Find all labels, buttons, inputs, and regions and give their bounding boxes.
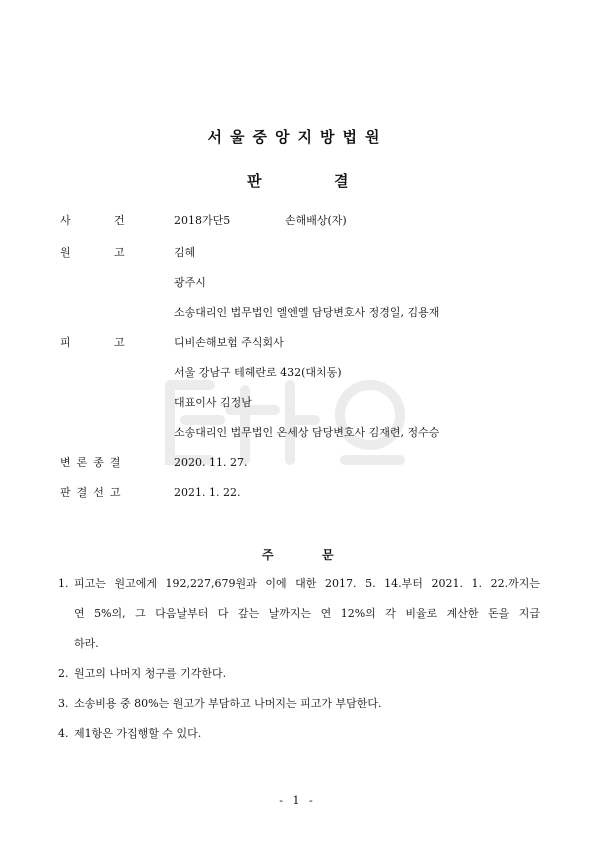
hearing-label: 변론종결 (60, 456, 127, 469)
case-label-1: 사 (60, 214, 71, 227)
plaintiff-label-2: 고 (114, 246, 125, 259)
order-item-text: 제1항은 가집행할 수 있다. (74, 727, 202, 740)
doc-type-left: 판 (247, 172, 262, 190)
plaintiff-counsel: 소송대리인 법무법인 엘엔엘 담당변호사 정경일, 김용재 (174, 306, 440, 319)
judgment-label: 판결선고 (60, 486, 127, 499)
order-item-number: 1. (58, 577, 69, 590)
page-number: - 1 - (279, 794, 316, 807)
doc-type-right: 결 (334, 172, 349, 190)
case-number: 2018가단5 (174, 214, 231, 227)
order-title-right: 문 (322, 548, 334, 562)
defendant-counsel: 소송대리인 법무법인 온세상 담당변호사 김재련, 정수승 (174, 426, 440, 439)
case-name: 손해배상(자) (285, 214, 347, 227)
order-item-number: 3. (58, 697, 69, 710)
order-item-1-end: 하라. (74, 637, 99, 650)
defendant-address: 서울 강남구 테헤란로 432(대치동) (174, 366, 342, 379)
order-item-text: 원고의 나머지 청구를 기각한다. (74, 667, 227, 680)
plaintiff-address: 광주시 (174, 276, 206, 289)
order-item-1-continued: 연 5%의, 그 다음날부터 다 갚는 날까지는 연 12%의 각 비율로 계산한 돈을 지급 (74, 607, 540, 620)
defendant-label-1: 피 (60, 336, 71, 349)
case-label-2: 건 (114, 214, 125, 227)
judgment-date: 2021. 1. 22. (174, 486, 241, 499)
plaintiff-name: 김혜 (174, 246, 196, 259)
order-item-text: 피고는 원고에게 192,227,679원과 이에 대한 2017. 5. 14.부터 2021. 1. 22.까지는 (74, 577, 540, 590)
hearing-date: 2020. 11. 27. (174, 456, 248, 469)
order-item-text: 소송비용 중 80%는 원고가 부담하고 나머지는 피고가 부담한다. (74, 697, 382, 710)
defendant-label-2: 고 (114, 336, 125, 349)
plaintiff-label-1: 원 (60, 246, 71, 259)
order-item-number: 2. (58, 667, 69, 680)
order-item-number: 4. (58, 727, 69, 740)
court-name: 서울중앙지방법원 (207, 128, 388, 146)
defendant-representative: 대표이사 김정남 (174, 396, 252, 409)
order-title-left: 주 (262, 548, 274, 562)
defendant-name: 디비손해보험 주식회사 (174, 336, 284, 349)
